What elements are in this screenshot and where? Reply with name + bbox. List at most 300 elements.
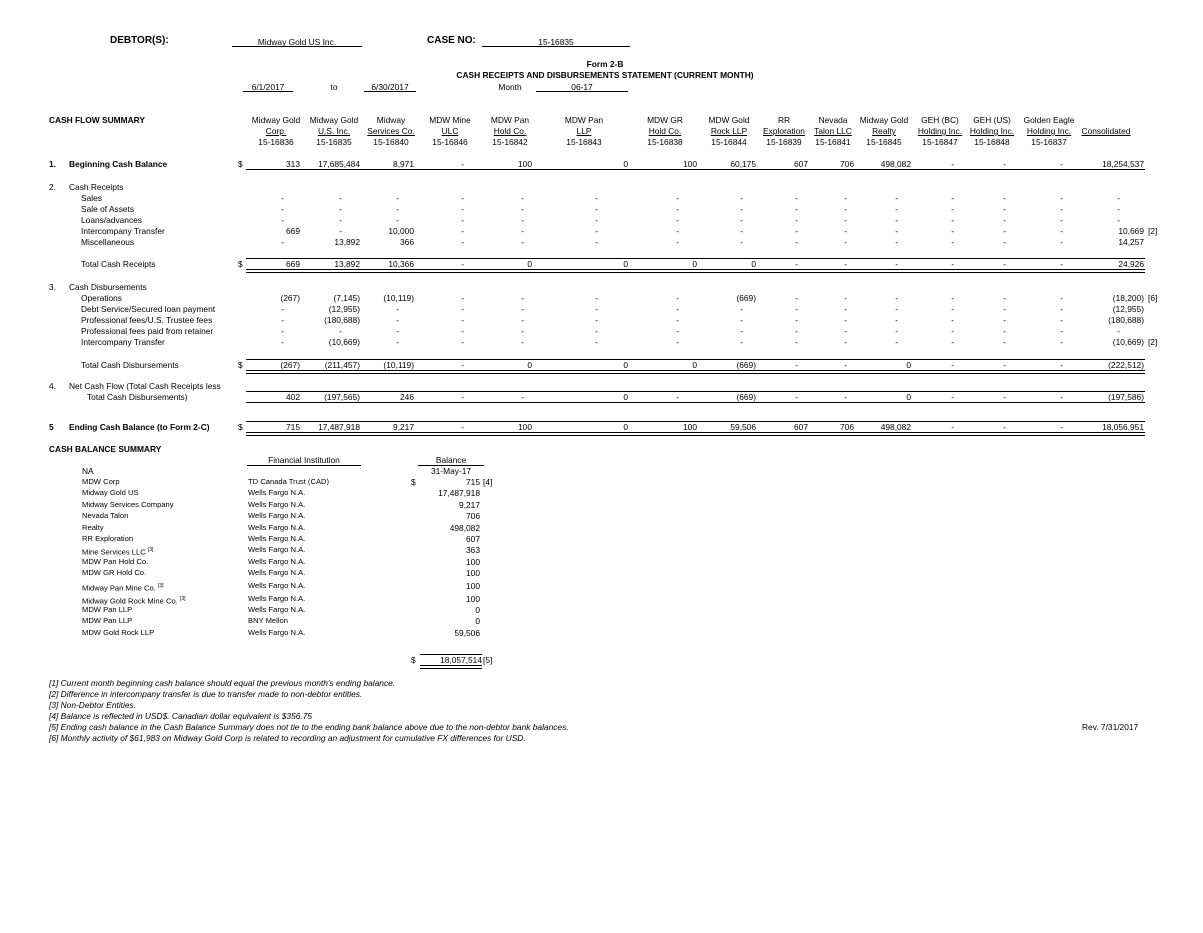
cell-value: (197,565) — [324, 392, 360, 402]
column-header-case: 15-16842 — [492, 137, 528, 147]
cell-value: - — [461, 360, 464, 370]
cell-value: - — [895, 337, 898, 347]
cell-value: 13,892 — [334, 259, 360, 269]
cell-value: - — [461, 293, 464, 303]
cell-value: - — [895, 204, 898, 214]
cell-value: - — [396, 326, 399, 336]
column-header-line2: Hold Co. — [648, 126, 682, 136]
cell-value: - — [676, 392, 679, 402]
cell-value: - — [281, 326, 284, 336]
cell-value: 0 — [623, 259, 628, 269]
cell-value: (222,512) — [1108, 360, 1144, 370]
balance-institution: Wells Fargo N.A. — [248, 556, 306, 566]
cell-value: - — [1060, 237, 1063, 247]
cell-value: - — [1060, 360, 1063, 370]
cell-value: - — [1060, 215, 1063, 225]
cell-value: - — [795, 226, 798, 236]
balance-first-label: NA — [82, 466, 94, 476]
balance-amount: 706 — [466, 511, 480, 522]
case-value: 15-16835 — [538, 37, 574, 47]
entity-footnote-sup: [3] — [157, 583, 164, 590]
period-end: 6/30/2017 — [371, 82, 409, 92]
cell-value: 100 — [683, 422, 697, 432]
dollar-sign: $ — [238, 159, 243, 169]
cell-value: - — [740, 315, 743, 325]
balance-amount: 0 — [475, 604, 480, 615]
cell-value: 13,892 — [334, 237, 360, 247]
dollar-sign: $ — [238, 259, 243, 269]
cell-value: - — [951, 237, 954, 247]
cell-value: - — [951, 337, 954, 347]
cell-value: - — [521, 326, 524, 336]
row-label: Intercompany Transfer — [81, 337, 165, 347]
cell-value: - — [676, 326, 679, 336]
cell-value: (180,688) — [1108, 315, 1144, 325]
cell-value: - — [795, 237, 798, 247]
cell-value: - — [1003, 237, 1006, 247]
cell-value: - — [281, 204, 284, 214]
cell-value: - — [844, 226, 847, 236]
footnote-6: [6] Monthly activity of $61,983 on Midway Gold Corp is related to recording an adjustment for cumulative FX differences for USD. — [49, 733, 526, 743]
cell-value: - — [951, 193, 954, 203]
cell-value: - — [795, 315, 798, 325]
balance-dollar: $ — [411, 477, 416, 487]
rule-line — [246, 269, 1145, 273]
balance-total-dollar: $ — [411, 655, 416, 665]
cell-value: (267) — [280, 360, 300, 370]
cell-value: - — [595, 326, 598, 336]
cell-value: (12,955) — [1112, 304, 1144, 314]
cell-value: - — [676, 215, 679, 225]
cell-value: - — [740, 204, 743, 214]
cell-value: (10,669) — [328, 337, 360, 347]
cell-value: (267) — [280, 293, 300, 303]
cell-value: - — [1003, 304, 1006, 314]
cell-value: - — [951, 315, 954, 325]
cell-value: - — [1060, 337, 1063, 347]
cell-value: - — [339, 215, 342, 225]
balance-entity: RR Exploration — [82, 534, 134, 543]
cell-value: 18,254,537 — [1102, 159, 1144, 169]
cell-value: 607 — [794, 422, 808, 432]
balance-entity: Nevada Talon — [82, 511, 129, 521]
balance-entity: Midway Pan Mine Co. — [82, 583, 156, 593]
row-number: 3. — [49, 282, 56, 292]
cell-value: - — [1003, 204, 1006, 214]
cell-value: - — [895, 237, 898, 247]
cell-value: - — [281, 193, 284, 203]
cell-value: 59,506 — [730, 422, 756, 432]
balance-entity: MDW Pan LLP — [82, 604, 133, 614]
column-header-line2: U.S. Inc. — [317, 126, 351, 136]
cell-value: (197,586) — [1108, 392, 1144, 402]
cell-value: (10,119) — [383, 293, 414, 303]
balance-institution: Wells Fargo N.A. — [248, 499, 306, 509]
cell-value: 100 — [683, 159, 697, 169]
cell-value: (180,688) — [324, 315, 360, 325]
column-header-case: 15-16841 — [815, 137, 851, 147]
column-header-line1: Midway Gold — [251, 115, 301, 125]
balance-total-note: [5] — [483, 655, 493, 665]
cell-value: - — [396, 337, 399, 347]
column-header-line1: RR — [777, 115, 791, 125]
cell-value: 0 — [906, 392, 911, 402]
cell-value: - — [461, 304, 464, 314]
cell-value: - — [844, 326, 847, 336]
column-header-case: 15-16846 — [432, 137, 468, 147]
cell-value: 14,257 — [1118, 237, 1144, 247]
cell-value: - — [396, 204, 399, 214]
cell-value: - — [1003, 326, 1006, 336]
column-header-case: 15-16838 — [647, 137, 683, 147]
cell-value: - — [1003, 293, 1006, 303]
cash-flow-summary-title: CASH FLOW SUMMARY — [49, 115, 145, 125]
cell-value: 0 — [692, 259, 697, 269]
rule-line — [246, 402, 1145, 403]
row-number: 5 — [49, 422, 54, 432]
cell-value: - — [281, 304, 284, 314]
cell-value: - — [1060, 204, 1063, 214]
cell-value: - — [521, 304, 524, 314]
cell-value: - — [844, 215, 847, 225]
cell-value: - — [1003, 392, 1006, 402]
cell-value: - — [461, 226, 464, 236]
cell-value: - — [795, 259, 798, 269]
balance-institution: BNY Mellon — [248, 616, 288, 626]
cell-value: - — [676, 237, 679, 247]
row-label: Loans/advances — [81, 215, 142, 225]
cell-value: (10,119) — [383, 360, 414, 370]
institution-header: Financial Institution — [268, 455, 340, 465]
column-header-case: 15-16847 — [922, 137, 958, 147]
row-number: 2. — [49, 182, 56, 192]
cell-value: - — [461, 237, 464, 247]
cell-value: - — [951, 293, 954, 303]
cell-value: - — [1003, 226, 1006, 236]
balance-amount: 498,082 — [449, 522, 480, 533]
cell-value: - — [895, 315, 898, 325]
cell-value: - — [895, 215, 898, 225]
column-header-line2: Services Co. — [367, 126, 415, 136]
column-header-line1: Midway — [376, 115, 406, 125]
cell-value: - — [339, 204, 342, 214]
row-label-continued: Total Cash Disbursements) — [87, 392, 188, 402]
cell-value: - — [461, 215, 464, 225]
cell-value: - — [461, 315, 464, 325]
row-label: Intercompany Transfer — [81, 226, 165, 236]
cell-value: - — [1003, 259, 1006, 269]
row-label: Debt Service/Secured loan payment — [81, 304, 216, 314]
cell-value: 0 — [527, 360, 532, 370]
cell-value: - — [461, 159, 464, 169]
cell-value: - — [1060, 226, 1063, 236]
cell-value: (18,200) — [1112, 293, 1144, 303]
cell-value: - — [339, 193, 342, 203]
cell-value: - — [521, 215, 524, 225]
cell-value: 715 — [286, 422, 300, 432]
cell-value: - — [1003, 422, 1006, 432]
cell-value: - — [676, 304, 679, 314]
balance-institution: Wells Fargo N.A. — [248, 568, 306, 578]
row-label: Sales — [81, 193, 102, 203]
cell-value: - — [595, 337, 598, 347]
cell-value: - — [396, 215, 399, 225]
cell-value: - — [1003, 360, 1006, 370]
cell-value: - — [740, 226, 743, 236]
row-number: 1. — [49, 159, 56, 169]
cell-value: - — [795, 293, 798, 303]
balance-institution: Wells Fargo N.A. — [248, 627, 306, 637]
footnote-2: [2] Difference in intercompany transfer is due to transfer made to non-debtor entities. — [49, 689, 363, 699]
cell-value: - — [1060, 392, 1063, 402]
balance-header: Balance — [435, 455, 467, 465]
cell-value: - — [795, 392, 798, 402]
cell-value: - — [1003, 215, 1006, 225]
cell-value: - — [676, 193, 679, 203]
cell-value: - — [676, 293, 679, 303]
cell-value: - — [795, 337, 798, 347]
cell-value: - — [1060, 293, 1063, 303]
cell-value: - — [676, 226, 679, 236]
cell-value: - — [595, 293, 598, 303]
cell-value: - — [951, 204, 954, 214]
column-header-line1: Midway Gold — [859, 115, 909, 125]
cell-value: 10,669 — [1118, 226, 1144, 236]
cell-value: 100 — [518, 422, 532, 432]
cell-value: (669) — [736, 392, 756, 402]
balance-entity: MDW Corp — [82, 477, 120, 486]
balance-amount: 9,217 — [459, 499, 480, 510]
cell-value: 246 — [400, 392, 414, 402]
footnote-ref: [2] — [1148, 337, 1158, 347]
balance-entity: Midway Services Company — [82, 499, 174, 509]
footnote-ref: [2] — [1148, 226, 1158, 236]
rule-line — [246, 169, 1145, 170]
column-header-line2: Corp. — [265, 126, 287, 136]
cell-value: 8,971 — [393, 159, 414, 169]
cell-value: 0 — [623, 392, 628, 402]
cell-value: - — [1117, 215, 1120, 225]
cell-value: - — [1117, 204, 1120, 214]
cell-value: - — [339, 226, 342, 236]
cell-value: 669 — [286, 226, 300, 236]
cell-value: - — [595, 193, 598, 203]
cell-value: - — [740, 326, 743, 336]
column-header-line2: Holding Inc. — [917, 126, 963, 136]
row-label: Cash Receipts — [69, 182, 124, 192]
cell-value: - — [461, 392, 464, 402]
cell-value: - — [844, 193, 847, 203]
cell-value: - — [461, 326, 464, 336]
cell-value: - — [844, 392, 847, 402]
cell-value: - — [521, 293, 524, 303]
footnote-5: [5] Ending cash balance in the Cash Balance Summary does not tie to the ending bank balance above due to the non-debtor bank balances. — [49, 722, 569, 732]
cell-value: - — [895, 226, 898, 236]
cell-value: - — [1003, 337, 1006, 347]
rule-line — [246, 432, 1145, 436]
cell-value: - — [951, 304, 954, 314]
column-header-line1: Midway Gold — [309, 115, 359, 125]
cell-value: 100 — [518, 159, 532, 169]
balance-institution: Wells Fargo N.A. — [248, 511, 306, 521]
balance-total: 18,057,514 — [440, 655, 482, 665]
cell-value: - — [795, 215, 798, 225]
cell-value: - — [281, 337, 284, 347]
cell-value: - — [1003, 159, 1006, 169]
footnote-4: [4] Balance is reflected in USD$. Canadian dollar equivalent is $356.75 — [49, 711, 313, 721]
cell-value: (211,457) — [324, 360, 360, 370]
balance-institution: Wells Fargo N.A. — [248, 581, 306, 591]
cell-value: - — [951, 226, 954, 236]
column-header-line1: Golden Eagle — [1023, 115, 1075, 125]
column-header-case: 15-16848 — [974, 137, 1010, 147]
statement-title: CASH RECEIPTS AND DISBURSEMENTS STATEMENT (CURRENT MONTH) — [456, 70, 754, 80]
cell-value: - — [1117, 326, 1120, 336]
period-to: to — [330, 82, 338, 92]
cell-value: - — [521, 392, 524, 402]
cell-value: - — [521, 204, 524, 214]
column-header-line2: Realty — [872, 126, 896, 136]
column-header-line1: MDW Gold — [708, 115, 750, 125]
cell-value: 607 — [794, 159, 808, 169]
row-label: Professional fees paid from retainer — [81, 326, 214, 336]
cell-value: 669 — [286, 259, 300, 269]
balance-entity: MDW Pan LLP — [82, 616, 133, 626]
row-label: Net Cash Flow (Total Cash Receipts less — [69, 381, 221, 391]
cell-value: 498,082 — [880, 422, 911, 432]
balance-entity-with-sup — [82, 581, 164, 594]
row-label: Total Cash Receipts — [81, 259, 156, 269]
cell-value: - — [521, 193, 524, 203]
cell-value: - — [676, 315, 679, 325]
cell-value: - — [281, 237, 284, 247]
column-header-line2: Rock LLP — [710, 126, 748, 136]
cell-value: 0 — [751, 259, 756, 269]
balance-institution: Wells Fargo N.A. — [248, 522, 306, 532]
cell-value: - — [740, 215, 743, 225]
column-header-line1: Nevada — [818, 115, 848, 125]
cell-value: 313 — [286, 159, 300, 169]
balance-institution: Wells Fargo N.A. — [248, 593, 306, 603]
column-header-line2: Holding Inc. — [1026, 126, 1072, 136]
cell-value: - — [951, 159, 954, 169]
cell-value: - — [461, 259, 464, 269]
cell-value: - — [396, 304, 399, 314]
cell-value: - — [595, 215, 598, 225]
cell-value: 706 — [840, 159, 854, 169]
column-header-line2: Exploration — [763, 126, 805, 136]
cell-value: - — [1060, 159, 1063, 169]
column-header-line2: Talon LLC — [814, 126, 852, 136]
cell-value: 17,685,484 — [318, 159, 360, 169]
row-label: Ending Cash Balance (to Form 2-C) — [69, 422, 210, 432]
row-number: 4. — [49, 381, 56, 391]
balance-amount: 363 — [466, 545, 480, 556]
cell-value: - — [676, 204, 679, 214]
column-header-line2: ULC — [441, 126, 459, 136]
cell-value: 0 — [527, 259, 532, 269]
cell-value: - — [795, 204, 798, 214]
cell-value: - — [951, 392, 954, 402]
cell-value: - — [844, 360, 847, 370]
balance-amount: 607 — [466, 534, 480, 544]
cell-value: 366 — [400, 237, 414, 247]
rule-line — [246, 370, 1145, 374]
column-header-case: 15-16836 — [258, 137, 294, 147]
cell-value: - — [461, 204, 464, 214]
cell-value: 24,926 — [1118, 259, 1144, 269]
cell-value: - — [1003, 315, 1006, 325]
balance-institution: Wells Fargo N.A. — [248, 534, 306, 543]
column-header-line1: MDW Pan — [564, 115, 604, 125]
row-label: Cash Disbursements — [69, 282, 147, 292]
cell-value: - — [461, 422, 464, 432]
cell-value: - — [521, 315, 524, 325]
cell-value: - — [795, 304, 798, 314]
cell-value: - — [951, 360, 954, 370]
column-header-line2: Consolidated — [1081, 126, 1131, 136]
column-header-line1: GEH (US) — [973, 115, 1011, 125]
column-header-line1: MDW Pan — [490, 115, 530, 125]
period-start: 6/1/2017 — [251, 82, 285, 92]
month-label: Month — [498, 82, 522, 92]
balance-entity: MDW GR Hold Co. — [82, 568, 147, 578]
cell-value: - — [1060, 315, 1063, 325]
footnote-1: [1] Current month beginning cash balance should equal the previous month's ending balance. — [49, 678, 396, 688]
cell-value: 402 — [286, 392, 300, 402]
cell-value: - — [895, 259, 898, 269]
cell-value: - — [595, 237, 598, 247]
cell-value: - — [740, 304, 743, 314]
entity-footnote-sup: [3] — [147, 547, 154, 554]
cell-value: 498,082 — [880, 159, 911, 169]
column-header-case: 15-16844 — [711, 137, 747, 147]
cell-value: 10,366 — [388, 259, 414, 269]
balance-entity: MDW Gold Rock LLP — [82, 627, 155, 637]
row-label: Operations — [81, 293, 122, 303]
balance-institution: Wells Fargo N.A. — [248, 604, 306, 614]
column-header-line2: Hold Co. — [493, 126, 527, 136]
cell-value: - — [595, 204, 598, 214]
cell-value: - — [740, 237, 743, 247]
cell-value: - — [521, 226, 524, 236]
cell-value: 17,487,918 — [318, 422, 360, 432]
cell-value: - — [461, 337, 464, 347]
cell-value: 0 — [623, 360, 628, 370]
balance-amount: 0 — [475, 616, 480, 627]
column-header-case: 15-16843 — [566, 137, 602, 147]
cell-value: - — [895, 304, 898, 314]
balance-entity: Realty — [82, 522, 104, 532]
cell-value: (669) — [736, 360, 756, 370]
balance-amount: 100 — [466, 581, 480, 592]
dollar-sign: $ — [238, 360, 243, 370]
row-label: Sale of Assets — [81, 204, 135, 214]
row-label: Total Cash Disbursements — [81, 360, 179, 370]
cell-value: - — [676, 337, 679, 347]
cell-value: - — [795, 360, 798, 370]
column-header-line2: LLP — [576, 126, 592, 136]
balance-institution: TD Canada Trust (CAD) — [248, 477, 330, 486]
cell-value: - — [795, 193, 798, 203]
balance-amount: 100 — [466, 568, 480, 579]
cell-value: - — [1060, 304, 1063, 314]
balance-entity: Mine Services LLC — [82, 547, 146, 557]
cell-value: - — [1060, 326, 1063, 336]
cell-value: - — [895, 293, 898, 303]
cell-value: - — [1060, 422, 1063, 432]
row-label: Beginning Cash Balance — [69, 159, 168, 169]
